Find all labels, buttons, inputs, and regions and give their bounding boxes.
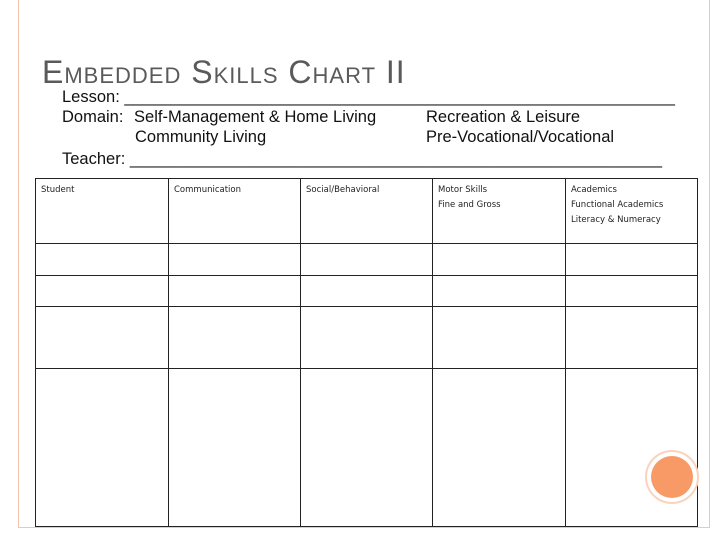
table-cell[interactable]	[169, 306, 301, 368]
table-row	[36, 275, 698, 306]
table-row	[36, 244, 698, 276]
header-cell-student: Student	[36, 179, 169, 244]
table-cell[interactable]	[433, 306, 566, 368]
table-cell[interactable]	[566, 275, 698, 306]
table-cell[interactable]	[566, 244, 698, 276]
table-cell[interactable]	[433, 368, 566, 526]
skills-table	[35, 178, 698, 527]
table-cell[interactable]	[169, 244, 301, 276]
table-cell[interactable]	[36, 275, 169, 306]
table-cell[interactable]	[169, 275, 301, 306]
header-cell-communication: Communication	[169, 179, 301, 244]
table-cell[interactable]	[433, 244, 566, 276]
domain-pre-vocational: Pre-Vocational/Vocational	[426, 128, 615, 146]
table-cell[interactable]	[36, 368, 169, 526]
table-cell[interactable]	[169, 368, 301, 526]
table-cell[interactable]	[301, 275, 433, 306]
decorative-orange-circle	[651, 456, 693, 498]
domain-recreation: Recreation & Leisure	[426, 108, 581, 126]
domain-self-management: Self-Management & Home Living	[134, 108, 377, 126]
domain-label: Domain:	[62, 108, 124, 126]
header-cell-academics: Academics Functional Academics Literacy & Numeracy	[566, 179, 698, 244]
table-header-row	[36, 179, 698, 244]
domain-community-living: Community Living	[135, 128, 267, 146]
table-cell[interactable]	[301, 306, 433, 368]
table-row	[36, 306, 698, 368]
domain-row-1	[62, 107, 581, 127]
table-cell[interactable]	[301, 244, 433, 276]
lesson-line: Lesson: ____________________________________________________________	[62, 88, 675, 106]
table-cell[interactable]	[36, 306, 169, 368]
table-cell[interactable]	[36, 244, 169, 276]
table-cell[interactable]	[301, 368, 433, 526]
header-cell-social-behavioral: Social/Behavioral	[301, 179, 433, 244]
table-cell[interactable]	[433, 275, 566, 306]
table-row	[36, 368, 698, 526]
slide-title: Embedded Skills Chart II	[42, 54, 406, 90]
header-cell-motor-skills: Motor Skills Fine and Gross	[433, 179, 566, 244]
teacher-line: Teacher: __________________________________________________________	[62, 150, 663, 168]
table-cell[interactable]	[566, 306, 698, 368]
